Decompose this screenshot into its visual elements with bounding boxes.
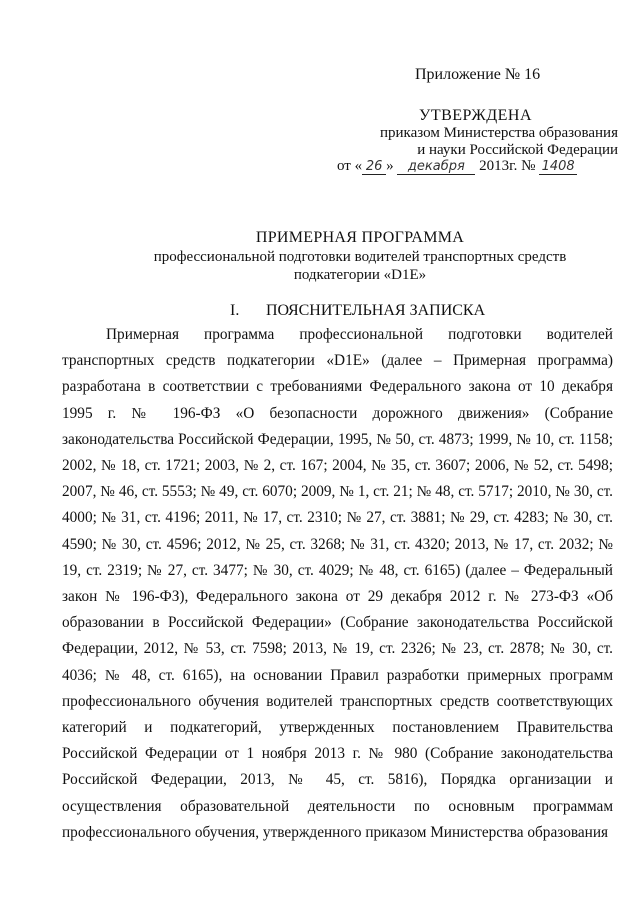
- order-number-prefix: №: [521, 158, 536, 174]
- title-line-3: подкатегории «D1E»: [293, 267, 427, 283]
- approval-block: [335, 106, 630, 159]
- section-number: I.: [230, 302, 240, 319]
- appendix-number: Приложение № 16: [415, 66, 541, 83]
- title-line-2: профессиональной подготовки водителей транспортных средств: [153, 249, 567, 265]
- order-day: 26: [362, 159, 386, 175]
- issuer-line-1: приказом Министерства образования: [380, 125, 618, 141]
- approved-label: УТВЕРЖДЕНА: [419, 107, 533, 124]
- body-paragraph: Примерная программа профессиональной подготовки водителей транспортных средств подкатегории «D1E» (далее – Примерная программа) разработана в соответствии с требованиями Федерального закона от 10 декабря 1995 г. № 196-ФЗ «О безопасности дорожного движения» (Собрание законодательства Российской Федерации, 1995, № 50, ст. 4873; 1999, № 10, ст. 1158; 2002, № 18, ст. 1721; 2003, № 2, ст. 167; 2004, № 35, ст. 3607; 2006, № 52, ст. 5498; 2007, № 46, ст. 5553; № 49, ст. 6070; 2009, № 1, ст. 21; № 48, ст. 5717; 2010, № 30, ст. 4000; № 31, ст. 4196; 2011, № 17, ст. 2310; № 27, ст. 3881; № 29, ст. 4283; № 30, ст. 4590; № 30, ст. 4596; 2012, № 25, ст. 3268; № 31, ст. 4320; 2013, № 17, ст. 2032; № 19, ст. 2319; № 27, ст. 3477; № 30, ст. 4029; № 48, ст. 6165) (далее – Федеральный закон № 196-ФЗ), Федерального закона от 29 декабря 2012 г. № 273-ФЗ «Об образовании в Российской Федерации» (Собрание законодательства Российской Федерации, 2012, № 53, ст. 7598; 2013, № 19, ст. 2326; № 23, ст. 2878; № 30, ст. 4036; № 48, ст. 6165), на основании Правил разработки примерных программ профессионального обучения водителей транспортных средств соответствующих категорий и подкатегорий, утвержденных постановлением Правительства Российской Федерации от 1 ноября 2013 г. № 980 (Собрание законодательства Российской Федерации, 2013, № 45, ст. 5816), Порядка организации и осуществления образовательной деятельности по основным программам профессионального обучения, утвержденного приказом Министерства образования: [62, 326, 613, 841]
- section-title: ПОЯСНИТЕЛЬНАЯ ЗАПИСКА: [266, 302, 486, 319]
- program-title: [0, 228, 640, 284]
- section-heading: [230, 302, 485, 320]
- order-mid: »: [386, 158, 394, 174]
- order-number: 1408: [539, 159, 577, 175]
- order-prefix: от «: [337, 158, 363, 174]
- title-line-1: ПРИМЕРНАЯ ПРОГРАММА: [255, 229, 465, 246]
- issuer-line-2: и науки Российской Федерации: [417, 142, 618, 158]
- order-year: 2013г.: [479, 158, 518, 174]
- order-month: декабря: [397, 159, 475, 175]
- order-date-line: [337, 158, 577, 175]
